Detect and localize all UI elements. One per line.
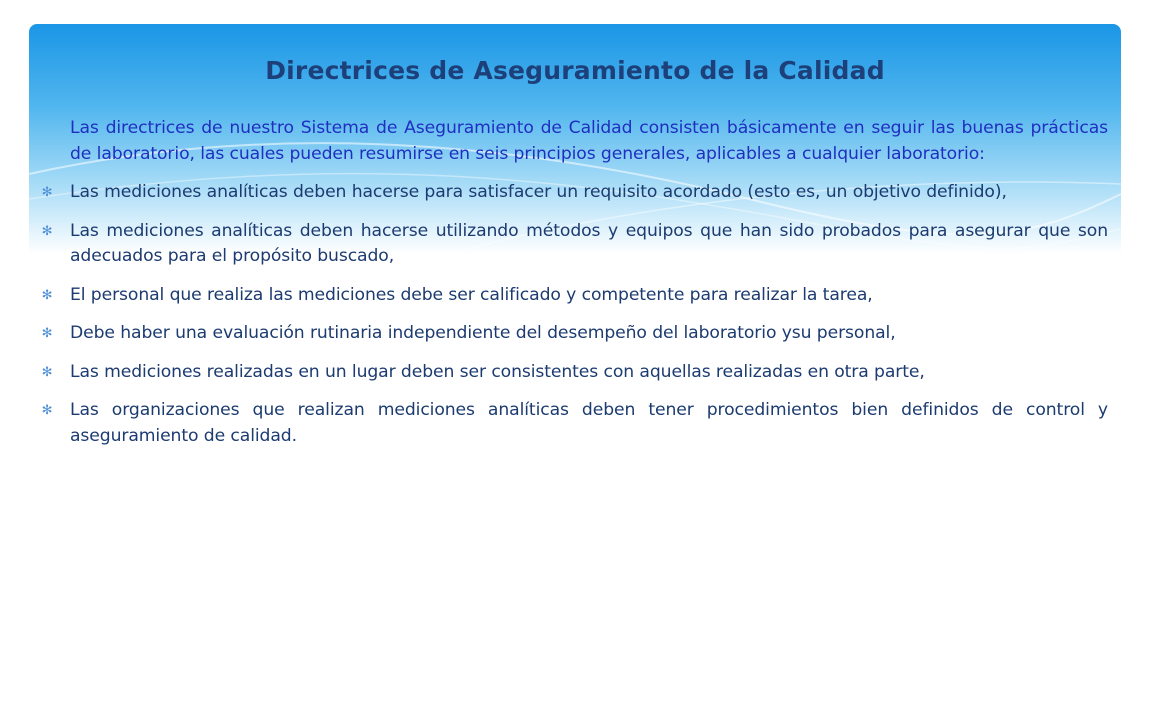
list-item-text: Las mediciones realizadas en un lugar deben ser consistentes con aquellas realizadas en otra parte,: [70, 361, 925, 382]
list-item-text: Las organizaciones que realizan mediciones analíticas deben tener procedimientos bien definidos de control y aseguramiento de calidad.: [70, 400, 1108, 446]
list-item: [40, 360, 1108, 386]
list-item-text: Las mediciones analíticas deben hacerse para satisfacer un requisito acordado (esto es, un objetivo definido),: [70, 182, 1007, 202]
slide-title: Directrices de Aseguramiento de la Calidad: [265, 56, 885, 85]
intro-paragraph: [40, 116, 1108, 167]
asterisk-icon: ✻: [41, 326, 53, 341]
list-item: [40, 180, 1108, 206]
asterisk-icon: ✻: [41, 223, 53, 239]
list-item: [40, 321, 1108, 347]
content-list: [40, 116, 1108, 462]
list-item-text: Debe haber una evaluación rutinaria independiente del desempeño del laboratorio ysu personal,: [70, 323, 896, 343]
asterisk-icon: ✻: [41, 185, 53, 200]
intro-text: Las directrices de nuestro Sistema de Aseguramiento de Calidad consisten básicamente en seguir las buenas prácticas de laboratorio, las cuales pueden resumirse en seis principios generales, aplicables a cualquier laboratorio:: [70, 118, 1108, 164]
asterisk-icon: ✻: [41, 287, 53, 303]
asterisk-icon: ✻: [41, 403, 53, 418]
list-item-text: El personal que realiza las mediciones debe ser calificado y competente para realizar la tarea,: [70, 284, 873, 305]
list-item-text: Las mediciones analíticas deben hacerse utilizando métodos y equipos que han sido probados para asegurar que son adecuados para el propósito buscado,: [70, 220, 1108, 266]
list-item: [40, 398, 1108, 449]
list-item: [40, 219, 1108, 270]
list-item: [40, 283, 1108, 309]
asterisk-icon: ✻: [41, 364, 53, 380]
